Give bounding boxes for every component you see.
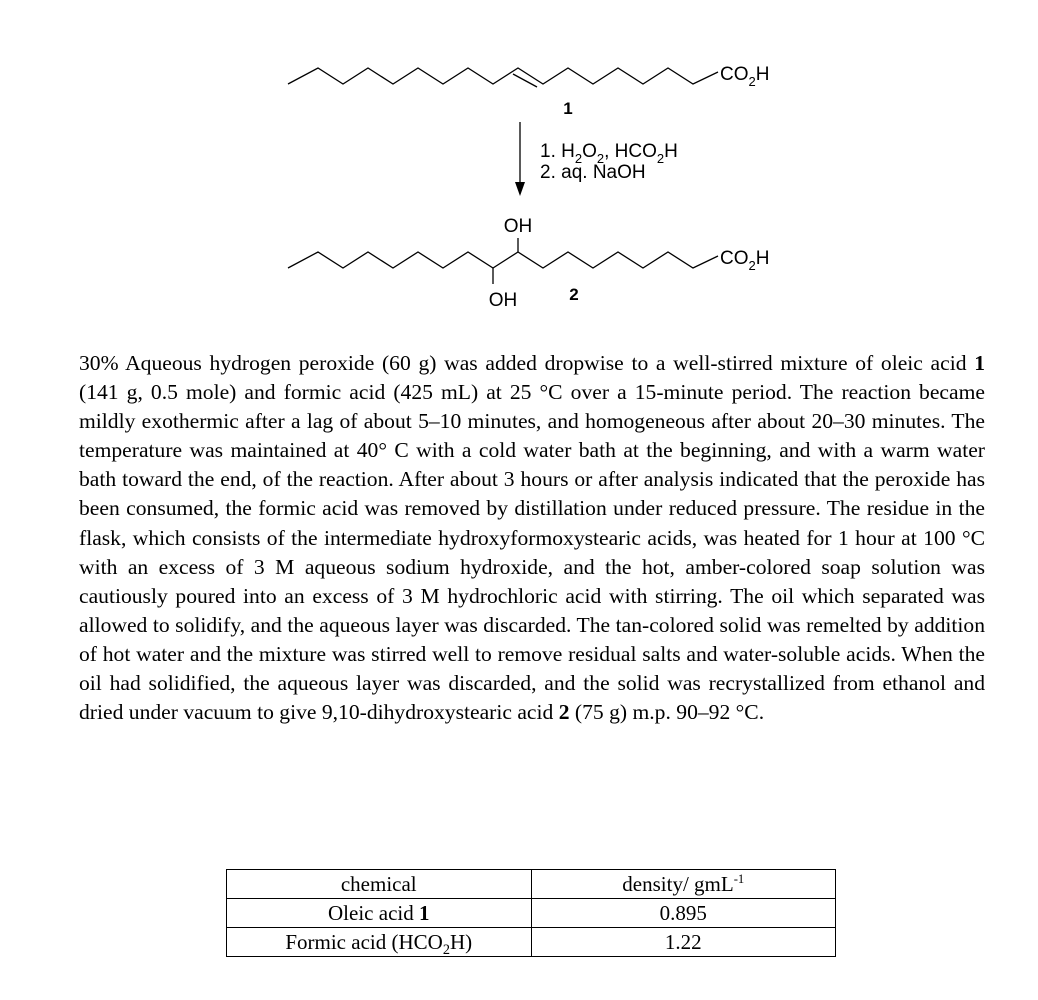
cell-oleic-acid: Oleic acid 1 [227,899,532,928]
compound1-carboxyl: $CO_2H$ [720,64,770,89]
procedure-paragraph [79,349,985,727]
hydroxyl-top: OH [503,216,533,237]
table-header-row [227,870,836,899]
oleic-acid-double-bond [513,74,537,87]
header-chemical: chemical [227,870,532,899]
compound2-number: 2 [569,285,579,304]
cell-oleic-density: 0.895 [531,899,836,928]
header-density: density/ gmL$^{-1}$ [531,870,836,899]
oleic-acid-chain [288,68,718,84]
dihydroxystearic-acid-chain [288,252,718,268]
reaction-scheme [0,0,1038,330]
density-table [226,869,836,957]
procedure-text-1: 30% Aqueous hydrogen peroxide (60 g) was added dropwise to a well-stirred mixture of oleic acid [79,351,975,375]
condition-step1: 1. $H_2O_2$, $HCO_2H$ [540,141,678,166]
procedure-compound1-ref: 1 [974,351,985,375]
table-row [227,899,836,928]
procedure-compound2-ref: 2 [558,700,570,725]
hydroxyl-bottom: OH [488,290,518,311]
reaction-arrowhead [515,182,525,196]
compound2-carboxyl: $CO_2H$ [720,248,770,273]
compound1-number: 1 [563,99,573,118]
cell-formic-density: 1.22 [531,928,836,957]
procedure-text-3: (75 g) m.p. 90–92 °C. [569,700,765,725]
procedure-text-2: (141 g, 0.5 mole) and formic acid (425 mL) at 25 °C over a 15-minute period. The reaction became mildly exothermic after a lag of about 5–10 minutes, and homogeneous after about 20–30 minutes. The temperature was maintained at 40° C with a cold water bath at the beginning, and with a warm water bath toward the end, of the reaction. After about 3 hours or after analysis indicated that the peroxide has been consumed, the formic acid was removed by distillation under reduced pressure. The residue in the flask, which consists of the intermediate hydroxyformoxystearic acids, was heated for 1 hour at 100 °C with an excess of 3 M aqueous sodium hydroxide, and the hot, amber-colored soap solution was cautiously poured into an excess of 3 M hydrochloric acid with stirring. The oil which separated was allowed to solidify, and the aqueous layer was discarded. The tan-colored solid was remelted by addition of hot water and the mixture was stirred well to remove residual salts and water-soluble acids. When the oil had solidified, the aqueous layer was discarded, and the solid was recrystallized from ethanol and dried under vacuum to give 9,10-dihydroxystearic acid [79,380,985,725]
cell-formic-acid: Formic acid $(HCO_2H)$ [227,928,532,957]
table-row [227,928,836,957]
condition-step2: 2. aq. NaOH [540,162,646,183]
